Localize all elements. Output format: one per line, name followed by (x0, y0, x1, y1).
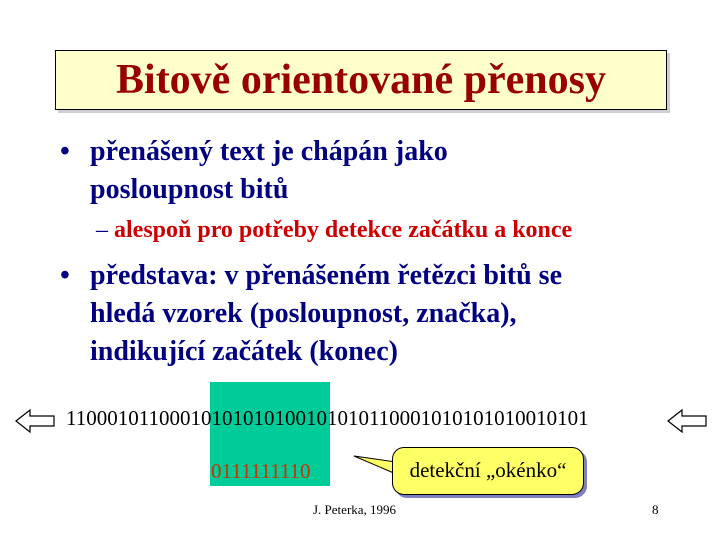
flag-pattern: 0111111110 (211, 459, 311, 483)
bullet-symbol: • (60, 136, 70, 167)
left-arrow-icon (14, 406, 56, 436)
sub-bullet-1 (96, 214, 572, 246)
bit-stream: 11000101100010101010100101010110001010101010010101 (66, 406, 589, 430)
bullet-symbol: • (60, 260, 70, 291)
bullet-1-line-1: přenášený text je chápán jako (90, 136, 448, 167)
left-arrow-icon (666, 406, 708, 436)
detection-window-callout (392, 447, 584, 495)
slide-title: Bitově orientované přenosy (116, 57, 606, 103)
footer-author: J. Peterka, 1996 (313, 502, 397, 517)
bullet-1-line-2: posloupnost bitů (90, 174, 289, 205)
bullet-2-line-1: představa: v přenášeném řetězci bitů se (90, 260, 563, 291)
sub-bullet-dash: – (96, 217, 108, 243)
sub-bullet-text: alespoň pro potřeby detekce začátku a konce (114, 217, 573, 243)
bullet-2-line-2: hledá vzorek (posloupnost, značka), (90, 298, 517, 329)
callout-label: detekční „okénko“ (409, 458, 567, 482)
bullet-2-line-3: indikující začátek (konec) (90, 336, 398, 367)
title-box (55, 50, 667, 110)
page-number: 8 (652, 502, 659, 517)
